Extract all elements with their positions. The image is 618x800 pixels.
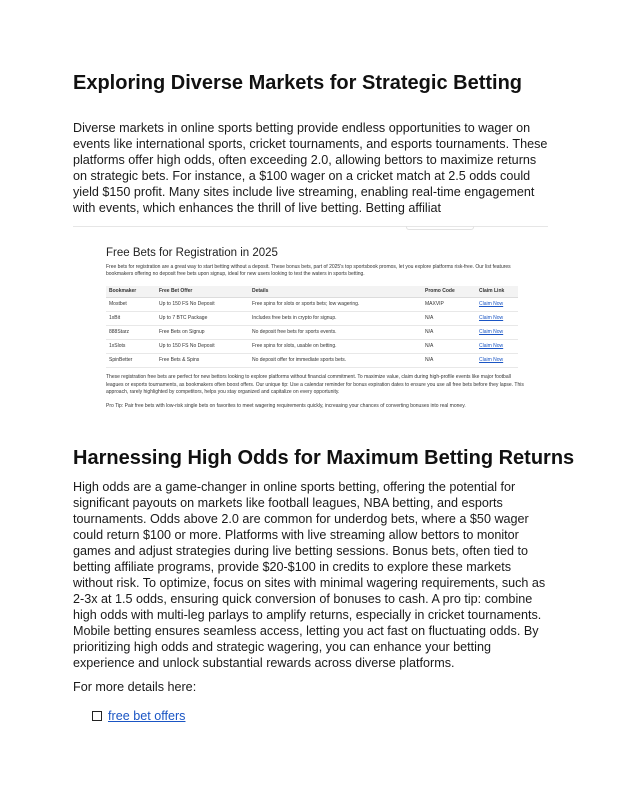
column-header: Free Bet Offer [156,286,249,297]
claim-link[interactable]: Claim Now [476,325,518,339]
offer-cell: Up to 150 FS No Deposit [156,297,249,311]
table-header-row [106,286,518,297]
section-heading: Harnessing High Odds for Maximum Betting Returns [73,447,575,469]
offer-cell: Up to 7 BTC Package [156,311,249,325]
details-cell: Includes free bets in crypto for signup. [249,311,422,325]
promo-code-cell: N/A [422,339,476,353]
list-item [92,708,185,724]
section-paragraph: Diverse markets in online sports betting provide endless opportunities to wager on events like international sports, cricket tournaments, and esports tournaments. These platforms offer high odds, often exceeding 2.0, allowing bettors to maximize returns on strategic bets. For instance, a $100 wager on a cricket match at 2.5 odds could yield $150 profit. Many sites include live streaming, enabling real-time engagement with events, which enhances the thrill of live betting. Betting affiliat [73,121,548,215]
claim-link[interactable]: Claim Now [476,353,518,367]
promo-code-cell: N/A [422,353,476,367]
column-header: Promo Code [422,286,476,297]
offer-cell: Free Bets on Signup [156,325,249,339]
details-cell: Free spins for slots, usable on betting. [249,339,422,353]
bookmaker-cell: 888Starz [106,325,156,339]
claim-link[interactable]: Claim Now [476,339,518,353]
details-cell: Free spins for slots or sports bets; low wagering. [249,297,422,311]
details-cell: No deposit free bets for sports events. [249,325,422,339]
embed-divider [73,226,548,227]
table-row [106,311,518,325]
bonus-table [106,286,518,368]
embed-pro-tip: Pro Tip: Pair free bets with low-risk single bets on favorites to meet wagering requirements quickly, increasing your chances of converting bonuses into real money. [106,403,466,409]
table-row [106,353,518,367]
bookmaker-cell: Mostbet [106,297,156,311]
checkbox-icon[interactable] [92,711,102,721]
embed-tab-shape [406,226,474,230]
table-row [106,297,518,311]
table-row [106,339,518,353]
promo-code-cell: MAXVIP [422,297,476,311]
bookmaker-cell: 1xSlots [106,339,156,353]
promo-code-cell: N/A [422,325,476,339]
column-header: Bookmaker [106,286,156,297]
bookmaker-cell: 1xBit [106,311,156,325]
section-heading: Exploring Diverse Markets for Strategic Betting [73,72,523,94]
embed-title: Free Bets for Registration in 2025 [106,247,278,259]
embed-intro: Free bets for registration are a great way to start betting without a deposit. These bonus bets, part of 2025's top sportsbook promos, let you explore platforms risk-free. Our list features bookmakers offering no deposit free bets upon signup, ideal for new users looking to test the waters in sports betting. [106,264,511,277]
table-row [106,325,518,339]
section-paragraph: High odds are a game-changer in online sports betting, offering the potential for significant payouts on markets like football leagues, NBA betting, and esports tournaments. Odds above 2.0 are common for underdog bets, where a $50 wager could return $100 or more. Platforms with live streaming allow bettors to monitor games and adjust strategies during live betting sessions. Bonus bets, often tied to betting affiliate programs, provide $20-$100 in credits to explore these markets without risk. To optimize, focus on sites with minimal wagering requirements, such as 2-3x at 1.5 odds, ensuring quick conversion of bonuses to cash. A pro tip: combine high odds with multi-leg parlays to amplify returns, especially in cricket tournaments. Mobile betting ensures seamless access, letting you act fast on fluctuating odds. By prioritizing high odds and strategic wagering, you can enhance your betting experience and unlock substantial rewards across diverse platforms. [73,480,546,670]
column-header: Claim Link [476,286,518,297]
column-header: Details [249,286,422,297]
offer-cell: Up to 150 FS No Deposit [156,339,249,353]
promo-code-cell: N/A [422,311,476,325]
bookmaker-cell: SpinBetter [106,353,156,367]
claim-link[interactable]: Claim Now [476,297,518,311]
details-cell: No deposit offer for immediate sports bets. [249,353,422,367]
embed-outro: These registration free bets are perfect for new bettors looking to explore platforms without financial commitment. To maximize value, claim during high-profile events like major football leagues or esports tournaments, as bookmakers often boost offers. Our unique tip: Use a calendar reminder for bonus expiration dates to ensure you use all free bets before they lapse. This approach, rarely highlighted by competitors, helps you stay organized and capitalize on every opportunity. [106,374,524,395]
free-bet-offers-link[interactable]: free bet offers [108,709,186,723]
claim-link[interactable]: Claim Now [476,311,518,325]
more-details-text: For more details here: [73,680,197,694]
embedded-screenshot [73,226,548,416]
offer-cell: Free Bets & Spins [156,353,249,367]
